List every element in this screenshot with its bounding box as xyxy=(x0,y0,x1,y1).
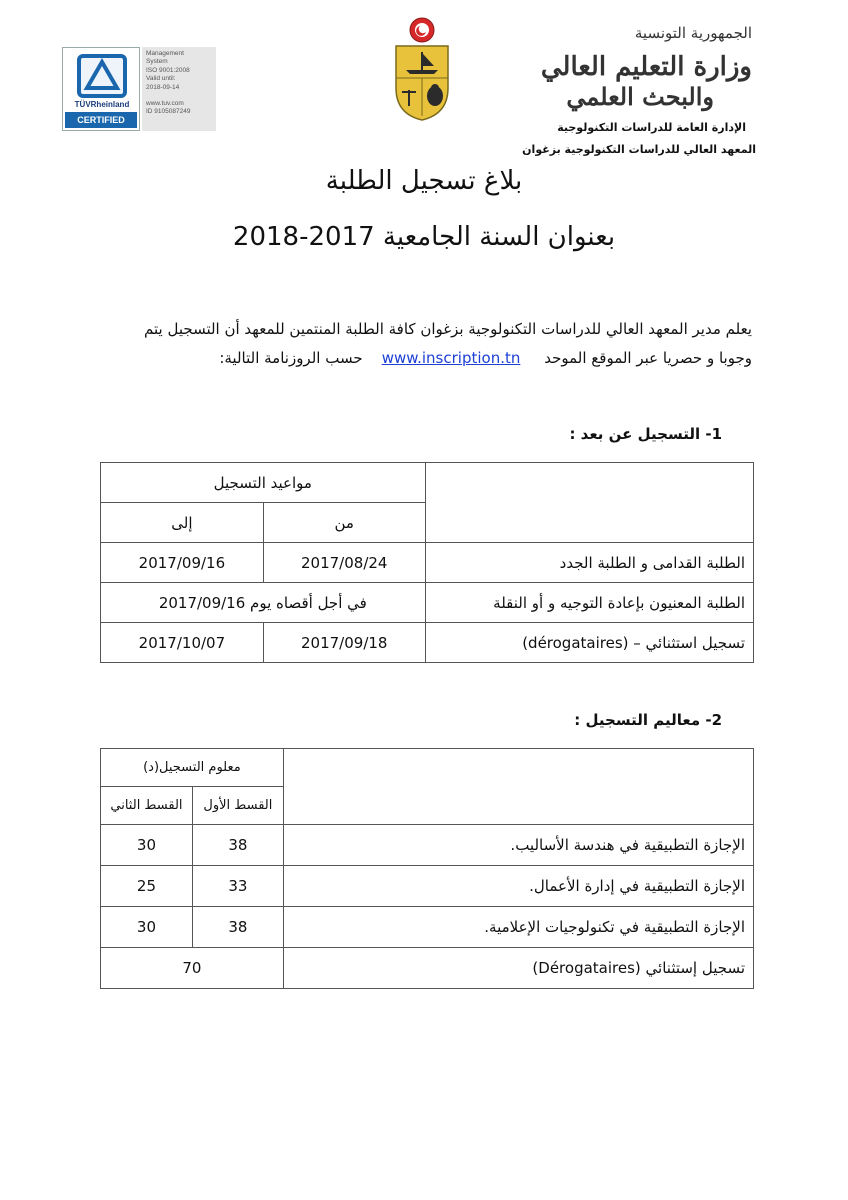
section-heading-remote-registration: 1- التسجيل عن بعد : xyxy=(569,425,722,443)
table-header-empty xyxy=(283,749,753,825)
page-title: بلاغ تسجيل الطلبة xyxy=(325,166,523,196)
row-label: الطلبة القدامى و الطلبة الجدد xyxy=(425,543,753,583)
coat-of-arms-icon xyxy=(390,16,454,124)
tuv-info-line: 2018-09-14 xyxy=(146,83,180,91)
tuv-info-line: System xyxy=(146,58,168,66)
tuv-info-line: Valid until: xyxy=(146,75,176,83)
intro-line-2 xyxy=(112,349,752,367)
tuv-brand: TÜVRheinland xyxy=(74,100,130,109)
table-group-header: معلوم التسجيل(د) xyxy=(101,749,284,787)
tuv-info xyxy=(142,47,216,131)
intro-line-1: يعلم مدير المعهد العالي للدراسات التكنولوجية بزغوان كافة الطلبة المنتمين للمعهد أن التسجيل يتم xyxy=(144,320,752,338)
date-to: 2017/10/07 xyxy=(101,623,264,663)
row-label: الإجازة التطبيقية في تكنولوجيات الإعلامية. xyxy=(283,907,753,948)
tuv-info-line: ID 9105087249 xyxy=(146,108,191,116)
intro-text: وجوبا و حصريا عبر الموقع الموحد xyxy=(544,349,752,367)
row-label: الطلبة المعنيون بإعادة التوجيه و أو النقلة xyxy=(425,583,753,623)
fee-second: 30 xyxy=(101,825,193,866)
fee-total: 70 xyxy=(101,948,284,989)
tuv-info-line xyxy=(146,92,212,100)
tuv-info-line: ISO 9001:2008 xyxy=(146,66,190,74)
table-header-empty xyxy=(425,463,753,543)
fee-first: 38 xyxy=(192,907,283,948)
table-row xyxy=(101,907,754,948)
inscription-link[interactable]: www.inscription.tn xyxy=(381,349,521,367)
table-row xyxy=(101,583,754,623)
directorate-name: الإدارة العامة للدراسات التكنولوجية xyxy=(557,121,746,134)
tuv-certification-badge xyxy=(62,47,216,131)
date-to: 2017/09/16 xyxy=(101,543,264,583)
table-header-row xyxy=(101,463,754,503)
page-subtitle: بعنوان السنة الجامعية 2017-2018 xyxy=(232,222,616,252)
date-from: 2017/08/24 xyxy=(263,543,425,583)
tuv-info-line: Management xyxy=(146,50,184,57)
fee-second: 25 xyxy=(101,866,193,907)
table-row xyxy=(101,866,754,907)
tuv-logo xyxy=(62,47,140,131)
ministry-name-line2: والبحث العلمي xyxy=(566,82,714,111)
registration-fees-table xyxy=(100,748,754,989)
table-row xyxy=(101,825,754,866)
table-row xyxy=(101,948,754,989)
registration-schedule-table xyxy=(100,462,754,663)
row-label: تسجيل استثنائي – (dérogataires) xyxy=(425,623,753,663)
intro-text-end: حسب الروزنامة التالية: xyxy=(219,349,363,367)
tuv-certified-label: CERTIFIED xyxy=(65,112,137,128)
fee-first: 38 xyxy=(192,825,283,866)
tuv-info-line: www.tuv.com xyxy=(146,100,184,108)
row-label: تسجيل إستثنائي (Dérogataires) xyxy=(283,948,753,989)
table-row xyxy=(101,543,754,583)
column-header-from: من xyxy=(263,503,425,543)
fee-first: 33 xyxy=(192,866,283,907)
table-header-row xyxy=(101,749,754,787)
column-header-to: إلى xyxy=(101,503,264,543)
date-from: 2017/09/18 xyxy=(263,623,425,663)
deadline-cell: في أجل أقصاه يوم 2017/09/16 xyxy=(101,583,426,623)
tuv-triangle-icon xyxy=(77,54,127,98)
column-header-second-installment: القسط الثاني xyxy=(101,787,193,825)
republic-name: الجمهورية التونسية xyxy=(634,24,752,42)
row-label: الإجازة التطبيقية في هندسة الأساليب. xyxy=(283,825,753,866)
table-group-header: مواعيد التسجيل xyxy=(101,463,426,503)
row-label: الإجازة التطبيقية في إدارة الأعمال. xyxy=(283,866,753,907)
table-row xyxy=(101,623,754,663)
column-header-first-installment: القسط الأول xyxy=(192,787,283,825)
institute-name: المعهد العالي للدراسات التكنولوجية بزغوان xyxy=(522,143,756,156)
ministry-name-line1: وزارة التعليم العالي xyxy=(540,52,752,82)
section-heading-registration-fees: 2- معاليم التسجيل : xyxy=(574,711,722,729)
fee-second: 30 xyxy=(101,907,193,948)
